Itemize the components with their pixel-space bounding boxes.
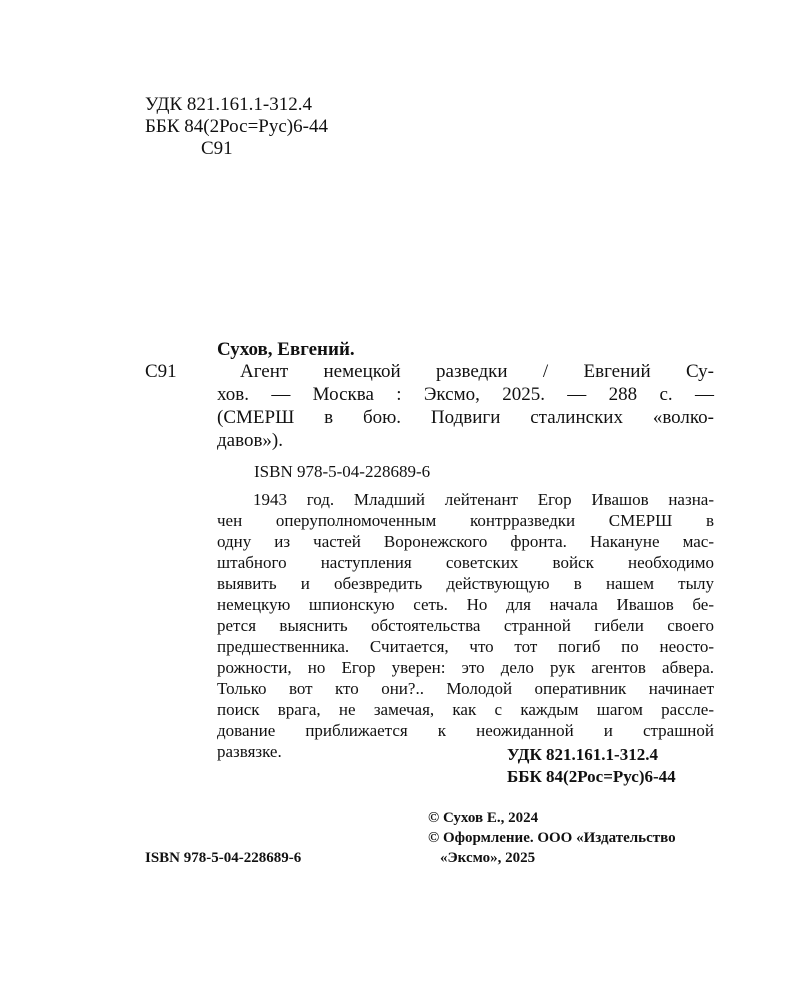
bib-line: (СМЕРШ в бою. Подвиги сталинских «волко- (217, 407, 714, 428)
header-author-code: С91 (201, 138, 233, 159)
copyright-design: © Оформление. ООО «Издательство (428, 830, 676, 846)
bib-line: давов»). (217, 430, 283, 451)
copyright-design-publisher: «Эксмо», 2025 (440, 850, 536, 866)
annotation-line: Только вот кто они?.. Молодой оперативник начинает (217, 679, 714, 698)
entry-isbn: ISBN 978-5-04-228689-6 (254, 462, 431, 481)
entry-author-code: С91 (145, 361, 177, 382)
entry-author: Сухов, Евгений. (217, 339, 355, 360)
copyright-author: © Сухов Е., 2024 (428, 810, 539, 826)
annotation-line: 1943 год. Младший лейтенант Егор Ивашов назна- (253, 490, 714, 509)
annotation-line: рется выяснить обстоятельства странной гибели своего (217, 616, 714, 635)
bib-line: Агент немецкой разведки / Евгений Су- (240, 361, 714, 382)
footer-isbn: ISBN 978-5-04-228689-6 (145, 850, 302, 866)
annotation-line: развязке. (217, 742, 282, 761)
annotation-line: поиск врага, не замечая, как с каждым шагом рассле- (217, 700, 714, 719)
bib-line: хов. — Москва : Эксмо, 2025. — 288 с. — (217, 384, 714, 405)
annotation-line: чен оперуполномоченным контрразведки СМЕРШ в (217, 511, 714, 530)
entry-bbk: ББК 84(2Рос=Рус)6-44 (507, 767, 676, 786)
annotation-line: выявить и обезвредить действующую в нашем тылу (217, 574, 714, 593)
annotation-line: предшественника. Считается, что тот погиб по неосто- (217, 637, 714, 656)
annotation-line: дование приближается к неожиданной и страшной (217, 721, 714, 740)
annotation-line: штабного наступления советских войск необходимо (217, 553, 714, 572)
annotation-line: рожности, но Егор уверен: это дело рук агентов абвера. (217, 658, 714, 677)
annotation-line: немецкую шпионскую сеть. Но для начала Ивашов бе- (217, 595, 714, 614)
annotation-line: одну из частей Воронежского фронта. Накануне мас- (217, 532, 714, 551)
header-bbk: ББК 84(2Рос=Рус)6-44 (145, 116, 328, 137)
header-udk: УДК 821.161.1-312.4 (145, 94, 312, 115)
entry-udk: УДК 821.161.1-312.4 (507, 745, 658, 764)
